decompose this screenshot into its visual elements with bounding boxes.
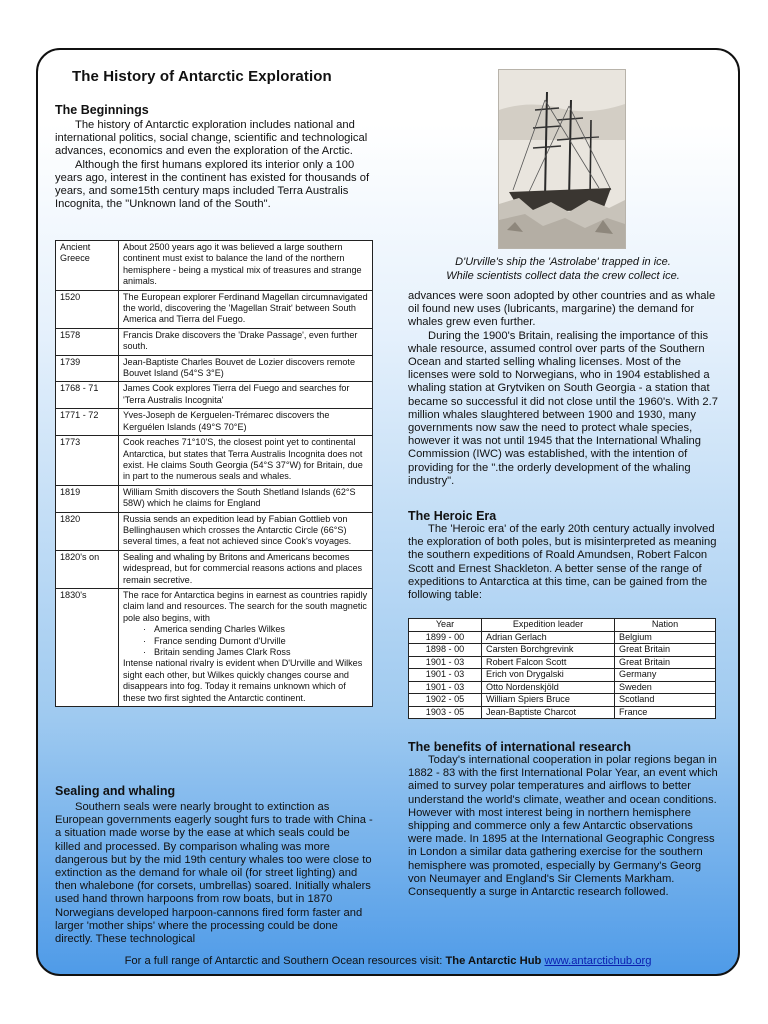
timeline-row (56, 485, 373, 512)
timeline-year: 1819 (56, 485, 119, 512)
expedition-nation: Scotland (615, 694, 716, 707)
column-header-nation: Nation (615, 619, 716, 632)
timeline-event: Francis Drake discovers the 'Drake Passage', even further south. (119, 328, 373, 355)
table-row (409, 681, 716, 694)
timeline-event: Cook reaches 71°10'S, the closest point yet to continental Antarctica, but states that Terra Australis Incognita does not exist. He claims South Georgia (54°S 37°W) for Britain, due in part to the numerous seals and whales. (119, 436, 373, 486)
timeline-row (56, 512, 373, 550)
timeline-row (56, 550, 373, 588)
footer-website-link[interactable]: www.antarctichub.org (544, 955, 652, 967)
timeline-year: 1739 (56, 355, 119, 382)
column-header-leader: Expedition leader (482, 619, 615, 632)
ship-illustration (498, 69, 626, 249)
footer (38, 955, 738, 967)
expedition-nation: Great Britain (615, 644, 716, 657)
timeline-table (55, 240, 373, 707)
document-page (36, 48, 740, 976)
timeline-1830-outro: Intense national rivalry is evident when D'Urville and Wilkes sight each other, but Wilkes quickly changes course and disappears into fog. Today it remains unknown which of these two first sighted the Antarctic continent. (123, 658, 363, 703)
timeline-year: 1578 (56, 328, 119, 355)
timeline-event: Jean-Baptiste Charles Bouvet de Lozier discovers remote Bouvet Island (54°S 3°E) (119, 355, 373, 382)
ship-in-ice-image (499, 70, 625, 248)
expedition-leader: William Spiers Bruce (482, 694, 615, 707)
expedition-leader: Adrian Gerlach (482, 631, 615, 644)
sealing-text: Southern seals were nearly brought to extinction as European governments eagerly sought furs to trade with China - a situation made worse by the ease at which seals could be killed and processed. By comparison whaling was more dangerous but by the mid 19th century whales too were close to extinction as the demand for whale oil (for street lighting) and then whalebone (for corsets, umbrellas) soared. Initially whalers used hand thrown harpoons from row boats, but in 1870 Norwegians developed harpoon-cannons fired form faster and larger 'mother ships' where the processing could be done directly. These technological (55, 801, 373, 946)
section-heading-heroic-era: The Heroic Era (408, 509, 497, 523)
timeline-year: 1520 (56, 290, 119, 328)
timeline-event: James Cook explores Tierra del Fuego and searches for 'Terra Australis Incognita' (119, 382, 373, 409)
footer-hub-name: The Antarctic Hub (445, 955, 542, 967)
timeline-row (56, 328, 373, 355)
timeline-row (56, 382, 373, 409)
timeline-year: 1773 (56, 436, 119, 486)
expedition-year: 1901 - 03 (409, 681, 482, 694)
expedition-leader: Otto Nordenskjöld (482, 681, 615, 694)
timeline-1830-list (123, 624, 368, 658)
timeline-year: 1820 (56, 512, 119, 550)
beginnings-text (55, 119, 373, 211)
continuation-paragraph-1: advances were soon adopted by other countries and as whale oil found new uses (lubricants, margarine) the demand for whales grew even further. (408, 290, 716, 329)
whaling-continuation (408, 290, 718, 488)
expedition-year: 1901 - 03 (409, 656, 482, 669)
continuation-paragraph-2: During the 1900's Britain, realising the importance of this whale resource, assumed control over parts of the Southern Ocean and started selling whaling licenses. Most of the licenses were sold to Norwegians, who in 1904 established a whaling station at Grytviken on South Georgia - a station that became so successful it did not close until the 1960's. With 2.7 million whales slaughtered between 1900 and 1930, many governments now saw the need to protect whale species, however it was not until 1945 that the International Whaling Commission (IWC) was established, with the intention of providing for the ".the orderly development of the whaling industry". (408, 329, 718, 487)
section-heading-benefits: The benefits of international research (408, 740, 631, 754)
timeline-row (56, 409, 373, 436)
expedition-year: 1899 - 00 (409, 631, 482, 644)
table-row (409, 694, 716, 707)
table-row (409, 644, 716, 657)
figure-caption (408, 256, 718, 283)
timeline-row (56, 588, 373, 706)
section-heading-sealing: Sealing and whaling (55, 784, 176, 798)
timeline-row (56, 355, 373, 382)
benefits-text: Today's international cooperation in polar regions began in 1882 - 83 with the first International Polar Year, an event which aimed to survey polar temperatures and airflows to better understand the world's climate, weather and ocean conditions. However with most interest being in northern hemisphere shipping and commerce only a few Antarctic observations were made. In 1895 at the International Geographic Congress in London a similar data gathering exercise for the southern hemisphere was promoted, especially by Germany's Georg von Neumayer and England's Sir Clements Markham. Consequently a surge in Antarctic research followed. (408, 754, 718, 899)
page-title: The History of Antarctic Exploration (72, 68, 332, 85)
expedition-nation: Germany (615, 669, 716, 682)
list-item: · France sending Dumont d'Urville (143, 636, 368, 647)
table-row (409, 656, 716, 669)
timeline-event: Russia sends an expedition lead by Fabian Gottlieb von Bellinghausen which crosses the Antarctic Circle (66°S) several times, a feat not achieved since Cook's voyages. (119, 512, 373, 550)
timeline-row (56, 436, 373, 486)
timeline-event: About 2500 years ago it was believed a large southern continent must exist to balance the land of the northern hemisphere - being a mystical mix of treasures and strange animals. (119, 241, 373, 291)
column-header-year: Year (409, 619, 482, 632)
expedition-year: 1898 - 00 (409, 644, 482, 657)
expedition-leader: Carsten Borchgrevink (482, 644, 615, 657)
table-header-row (409, 619, 716, 632)
list-item: · Britain sending James Clark Ross (143, 647, 368, 658)
timeline-year: 1771 - 72 (56, 409, 119, 436)
timeline-event: Sealing and whaling by Britons and Americans becomes widespread, but for commercial reasons actions and places remain secretive. (119, 550, 373, 588)
expedition-nation: Great Britain (615, 656, 716, 669)
expedition-nation: Sweden (615, 681, 716, 694)
timeline-event: William Smith discovers the South Shetland Islands (62°S 58W) which he claims for England (119, 485, 373, 512)
expedition-year: 1902 - 05 (409, 694, 482, 707)
caption-line: While scientists collect data the crew collect ice. (446, 269, 680, 282)
expedition-year: 1903 - 05 (409, 706, 482, 719)
expedition-leader: Erich von Drygalski (482, 669, 615, 682)
expeditions-table (408, 618, 716, 719)
timeline-year: 1830's (56, 588, 119, 706)
timeline-1830-intro: The race for Antarctica begins in earnest as countries rapidly claim land and resources. The search for the south magnetic pole also begins, with (123, 589, 368, 623)
beginnings-paragraph-2: Although the first humans explored its interior only a 100 years ago, interest in the continent has existed for thousands of years, and some15th century maps included Terra Australis Incognita, the "Unknown land of the South". (55, 158, 370, 211)
caption-line: D'Urville's ship the 'Astrolabe' trapped in ice. (455, 256, 671, 268)
beginnings-paragraph-1: The history of Antarctic exploration includes national and international politics, social change, scientific and technological advances, economics and even the exploration of the Arctic. (55, 119, 368, 158)
timeline-event (119, 588, 373, 706)
expedition-leader: Robert Falcon Scott (482, 656, 615, 669)
timeline-year: Ancient Greece (56, 241, 119, 291)
timeline-body (56, 241, 373, 707)
heroic-era-text: The 'Heroic era' of the early 20th century actually involved the exploration of both poles, but is misinterpreted as meaning the southern expeditions of Roald Amundsen, Robert Falcon Scott and Ernest Shackleton. A better sense of the range of expeditions to Antarctica at this time, can be gained from the following table: (408, 523, 717, 602)
section-heading-beginnings: The Beginnings (55, 103, 149, 117)
table-row (409, 706, 716, 719)
timeline-event: The European explorer Ferdinand Magellan circumnavigated the world, discovering the 'Magellan Strait' between South America and Tierra del Fuego. (119, 290, 373, 328)
expedition-nation: Belgium (615, 631, 716, 644)
timeline-year: 1768 - 71 (56, 382, 119, 409)
table-row (409, 631, 716, 644)
list-item: · America sending Charles Wilkes (143, 624, 368, 635)
footer-text: For a full range of Antarctic and Southern Ocean resources visit: (124, 955, 446, 967)
timeline-row (56, 241, 373, 291)
expedition-leader: Jean-Baptiste Charcot (482, 706, 615, 719)
timeline-event: Yves-Joseph de Kerguelen-Trémarec discovers the Kerguélen Islands (49°S 70°E) (119, 409, 373, 436)
expedition-year: 1901 - 03 (409, 669, 482, 682)
table-row (409, 669, 716, 682)
expedition-nation: France (615, 706, 716, 719)
timeline-row (56, 290, 373, 328)
timeline-year: 1820's on (56, 550, 119, 588)
